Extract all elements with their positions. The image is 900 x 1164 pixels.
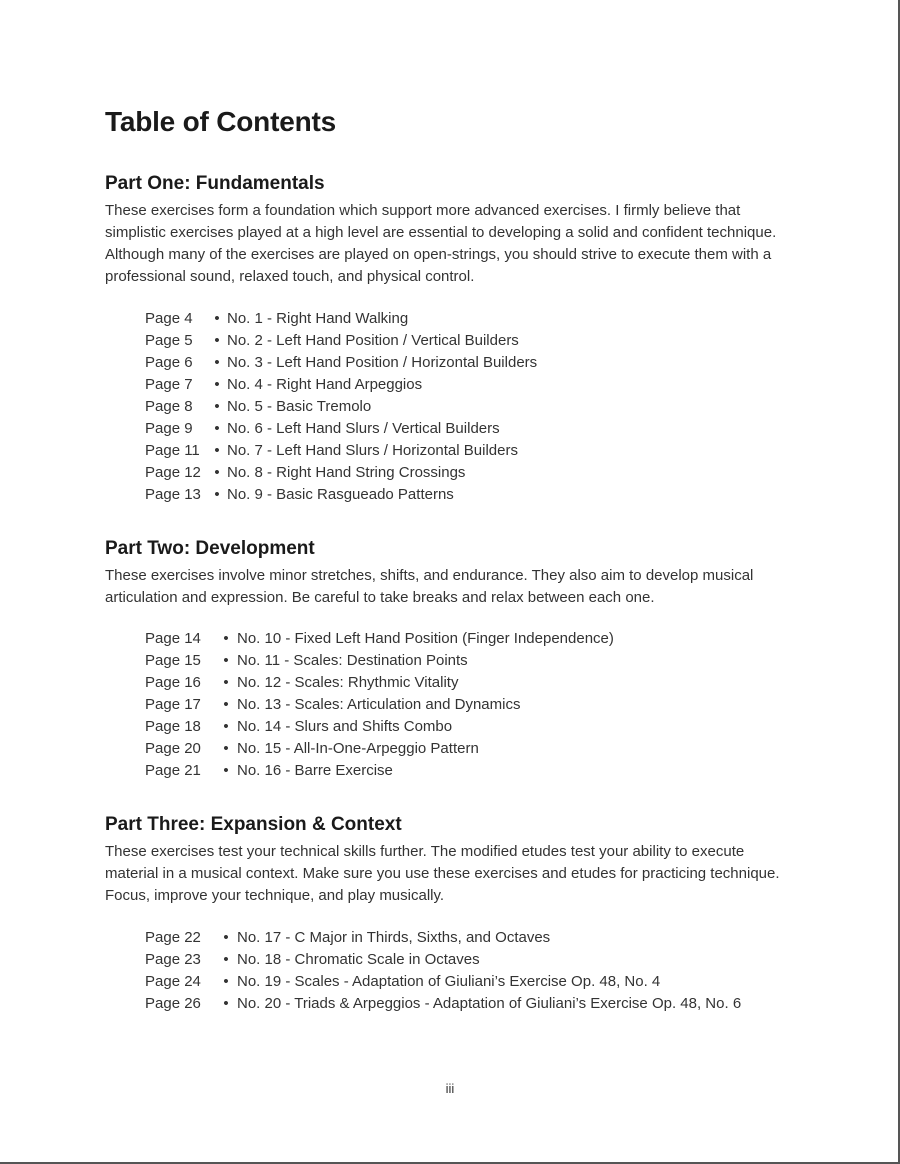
- toc-list: [145, 628, 614, 782]
- toc-page: Page 17: [145, 696, 201, 713]
- toc-page: Page 13: [145, 486, 201, 503]
- section-description: These exercises involve minor stretches, shifts, and endurance. They also aim to develop musical articulation and expression. Be careful to take breaks and relax between each one.: [105, 567, 754, 606]
- toc-entry[interactable]: [145, 352, 537, 374]
- toc-entry[interactable]: [145, 993, 741, 1015]
- toc-page: Page 18: [145, 718, 201, 735]
- toc-title: No. 15 - All-In-One-Arpeggio Pattern: [237, 740, 479, 757]
- bullet: •: [214, 332, 220, 349]
- page-number: iii: [445, 1081, 455, 1096]
- section-part-one: [105, 172, 805, 503]
- bullet: •: [223, 652, 229, 669]
- toc-page: Page 6: [145, 354, 193, 371]
- toc-title: No. 11 - Scales: Destination Points: [237, 652, 468, 669]
- toc-page: Page 22: [145, 929, 201, 946]
- bullet: •: [214, 486, 220, 503]
- toc-list: [145, 308, 537, 506]
- bullet: •: [214, 464, 220, 481]
- toc-title: No. 14 - Slurs and Shifts Combo: [237, 718, 453, 735]
- toc-entry[interactable]: [145, 396, 537, 418]
- bullet: •: [223, 995, 229, 1012]
- toc-title: No. 16 - Barre Exercise: [237, 762, 393, 779]
- page-title: Table of Contents: [105, 106, 336, 137]
- toc-title: No. 7 - Left Hand Slurs / Horizontal Builders: [227, 442, 518, 459]
- toc-title: No. 12 - Scales: Rhythmic Vitality: [237, 674, 459, 691]
- bullet: •: [214, 354, 220, 371]
- toc-page: Page 16: [145, 674, 201, 691]
- toc-title: No. 2 - Left Hand Position / Vertical Builders: [227, 332, 519, 349]
- section-description: These exercises form a foundation which support more advanced exercises. I firmly believe that simplistic exercises played at a high level are essential to developing a solid and confident technique. Although many of the exercises are played on open-strings, you should strive to execute them with a professional sound, relaxed touch, and physical control.: [105, 202, 777, 285]
- toc-entry[interactable]: [145, 716, 614, 738]
- section-heading: Part Two: Development: [105, 538, 315, 559]
- toc-title: No. 9 - Basic Rasgueado Patterns: [227, 486, 454, 503]
- toc-page: Page 23: [145, 951, 201, 968]
- bullet: •: [223, 630, 229, 647]
- toc-entry[interactable]: [145, 760, 614, 782]
- toc-entry[interactable]: [145, 374, 537, 396]
- toc-entry[interactable]: [145, 308, 537, 330]
- toc-entry[interactable]: [145, 694, 614, 716]
- section-part-two: [105, 537, 805, 779]
- bullet: •: [223, 929, 229, 946]
- toc-entry[interactable]: [145, 484, 537, 506]
- bullet: •: [223, 973, 229, 990]
- toc-title: No. 19 - Scales - Adaptation of Giuliani’s Exercise Op. 48, No. 4: [237, 973, 661, 990]
- toc-page: Page 24: [145, 973, 201, 990]
- section-heading: Part Three: Expansion & Context: [105, 814, 402, 835]
- toc-title: No. 10 - Fixed Left Hand Position (Finger Independence): [237, 630, 614, 647]
- bullet: •: [214, 420, 220, 437]
- toc-page: Page 9: [145, 420, 193, 437]
- toc-title: No. 4 - Right Hand Arpeggios: [227, 376, 423, 393]
- toc-title: No. 17 - C Major in Thirds, Sixths, and Octaves: [237, 929, 551, 946]
- bullet: •: [223, 674, 229, 691]
- toc-entry[interactable]: [145, 927, 741, 949]
- bullet: •: [214, 310, 220, 327]
- bullet: •: [223, 762, 229, 779]
- bullet: •: [223, 740, 229, 757]
- toc-title: No. 3 - Left Hand Position / Horizontal Builders: [227, 354, 538, 371]
- toc-entry[interactable]: [145, 330, 537, 352]
- toc-page: Page 20: [145, 740, 201, 757]
- toc-entry[interactable]: [145, 418, 537, 440]
- toc-page: Page 15: [145, 652, 201, 669]
- section-description: These exercises test your technical skills further. The modified etudes test your ability to execute material in a musical context. Make sure you use these exercises and etudes for practicing technique. Focus, improve your technique, and play musically.: [105, 843, 780, 904]
- toc-page: Page 4: [145, 310, 193, 327]
- toc-title: No. 13 - Scales: Articulation and Dynamics: [237, 696, 521, 713]
- section-heading: Part One: Fundamentals: [105, 173, 325, 194]
- bullet: •: [223, 718, 229, 735]
- toc-entry[interactable]: [145, 440, 537, 462]
- toc-page: Page 12: [145, 464, 201, 481]
- toc-title: No. 5 - Basic Tremolo: [227, 398, 372, 415]
- toc-entry[interactable]: [145, 971, 741, 993]
- bullet: •: [223, 696, 229, 713]
- toc-title: No. 20 - Triads & Arpeggios - Adaptation of Giuliani’s Exercise Op. 48, No. 6: [237, 995, 742, 1012]
- toc-page: Page 14: [145, 630, 201, 647]
- toc-entry[interactable]: [145, 949, 741, 971]
- toc-list: [145, 927, 741, 1015]
- toc-entry[interactable]: [145, 628, 614, 650]
- toc-entry[interactable]: [145, 672, 614, 694]
- toc-page: Page 11: [145, 442, 200, 459]
- toc-page: Page 8: [145, 398, 193, 415]
- toc-page: Page 5: [145, 332, 193, 349]
- section-part-three: [105, 813, 805, 1012]
- bullet: •: [214, 398, 220, 415]
- toc-page: Page 21: [145, 762, 201, 779]
- bullet: •: [223, 951, 229, 968]
- toc-entry[interactable]: [145, 650, 614, 672]
- bullet: •: [214, 376, 220, 393]
- toc-entry[interactable]: [145, 462, 537, 484]
- toc-entry[interactable]: [145, 738, 614, 760]
- bullet: •: [214, 442, 220, 459]
- toc-title: No. 8 - Right Hand String Crossings: [227, 464, 466, 481]
- toc-page: Page 7: [145, 376, 193, 393]
- toc-page: Page 26: [145, 995, 201, 1012]
- toc-title: No. 18 - Chromatic Scale in Octaves: [237, 951, 480, 968]
- toc-title: No. 1 - Right Hand Walking: [227, 310, 409, 327]
- toc-title: No. 6 - Left Hand Slurs / Vertical Builders: [227, 420, 500, 437]
